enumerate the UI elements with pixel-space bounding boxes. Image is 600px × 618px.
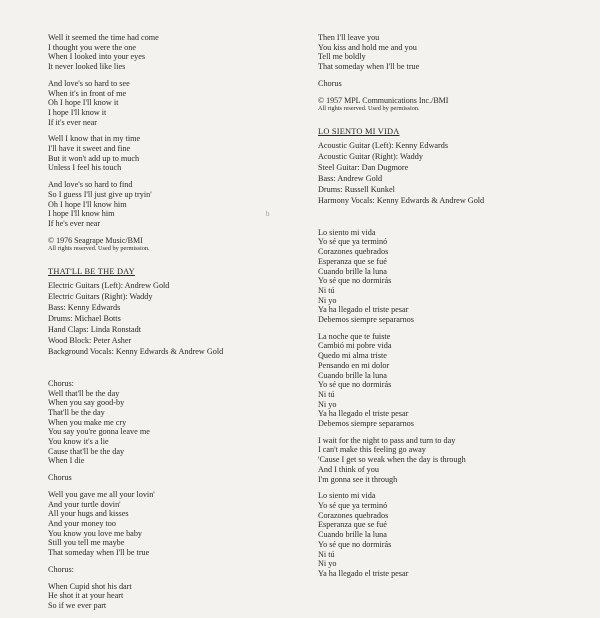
rights-line: All rights reserved. Used by permission. [48,245,150,253]
lyric-line: Cuando brille la luna [318,266,387,276]
lyric-line: Cuando brille la luna [318,370,387,380]
lyrics-block [318,33,588,89]
credit-line: Electric Guitars (Left): Andrew Gold [48,280,170,290]
credit-line: Electric Guitars (Right): Waddy [48,291,153,301]
song-title: LO SIENTO MI VIDA [318,127,400,137]
credits-list [318,140,588,206]
lyric-line: 'Cause I get so weak when the day is through [318,455,466,465]
lyric-line: Quedo mi alma triste [318,351,387,361]
stanza [318,332,588,429]
lyric-line: All your hugs and kisses [48,509,129,519]
credit-line: Acoustic Guitar (Right): Waddy [318,151,423,161]
lyric-line: Chorus: [48,378,74,388]
lyric-line: When it's in front of me [48,88,127,98]
lyric-line: But it won't add up to much [48,153,140,163]
lyric-line: Debemos siempre separarnos [318,419,414,429]
lyric-line: Corazones quebrados [318,510,389,520]
stanza [48,490,318,558]
lyric-line: I thought you were the one [48,42,136,52]
lyric-line: La noche que te fuiste [318,331,391,341]
lyric-line: And your turtle dovin' [48,499,121,509]
lyric-line: I can't make this feeling go away [318,445,426,455]
credit-line: Background Vocals: Kenny Edwards & Andrew Gold [48,346,224,356]
lyric-line: Chorus: [48,564,74,574]
lyrics-block [48,379,318,611]
lyric-line: Ni tú [318,549,335,559]
credit-line: Drums: Michael Botts [48,313,121,323]
lyric-line: Oh I hope I'll know him [48,199,127,209]
lyric-line: Yo sé que ya terminó [318,237,388,247]
lyric-line: He shot it at your heart [48,591,124,601]
lyric-line: Well that'll be the day [48,388,120,398]
copyright-line: © 1957 MPL Communications Inc./BMI [318,95,449,105]
credit-line: Harmony Vocals: Kenny Edwards & Andrew Gold [318,195,485,205]
lyric-line: Ni tú [318,285,335,295]
lyric-line: You know it's a lie [48,437,109,447]
lyric-line: Debemos siempre separarnos [318,315,414,325]
lyric-line: Tell me boldly [318,52,366,62]
copyright-line: © 1976 Seagrape Music/BMI [48,235,143,245]
lyric-line: Well it seemed the time had come [48,33,159,42]
lyric-line: I hope I'll know it [48,107,107,117]
stanza [48,582,318,611]
stanza [48,180,318,229]
lyric-line: Cuando brille la luna [318,530,387,540]
credit-line: Drums: Russell Kunkel [318,184,395,194]
center-mark: b [266,210,270,218]
lyric-line: When I looked into your eyes [48,52,146,62]
lyric-line: When I die [48,456,85,466]
lyric-line: Chorus [48,473,72,483]
stanza [48,33,318,72]
lyric-line: It never looked like lies [48,62,126,72]
lyric-line: Still you tell me maybe [48,538,125,548]
lyric-line: Ya ha llegado el triste pesar [318,305,409,315]
lyric-line: And I think of you [318,464,379,474]
lyric-line: And love's so hard to find [48,180,133,190]
lyric-line: I hope I'll know him [48,209,115,219]
stanza [318,491,588,578]
lyric-line: Then I'll leave you [318,33,380,42]
credit-line: Acoustic Guitar (Left): Kenny Edwards [318,140,449,150]
lyric-line: That'll be the day [48,407,105,417]
stanza [48,79,318,128]
lyric-line: Ni yo [318,399,337,409]
lyric-line: Oh I hope I'll know it [48,98,119,108]
credits-list [48,280,318,357]
stanza [48,134,318,173]
lyric-line: Yo sé que no dormirás [318,380,392,390]
stanza [318,33,588,72]
lyric-line: Ni tú [318,389,335,399]
lyrics-block [318,228,588,579]
lyric-line: When you say good-by [48,398,125,408]
lyric-line: Yo sé que no dormirás [318,539,392,549]
rights-line: All rights reserved. Used by permission. [318,105,420,113]
lyric-line: You kiss and hold me and you [318,42,417,52]
stanza [318,436,588,485]
lyric-line: Esperanza que se fué [318,256,387,266]
stanza [48,473,318,483]
credit-line: Bass: Kenny Edwards [48,302,121,312]
lyric-line: Well I know that in my time [48,134,141,144]
lyric-line: Yo sé que ya terminó [318,501,388,510]
lyric-line: If he's ever near [48,218,101,228]
copyright-notice [48,236,318,254]
lyric-line: And love's so hard to see [48,78,130,88]
right-column [318,33,588,586]
lyric-line: I'll have it sweet and fine [48,144,131,154]
stanza [318,228,588,325]
song-title: THAT'LL BE THE DAY [48,267,135,277]
lyrics-block [48,33,318,229]
lyric-line: When Cupid shot his dart [48,581,132,591]
lyric-line: You say you're gonna leave me [48,427,150,437]
lyric-line: Well you gave me all your lovin' [48,489,155,499]
credit-line: Hand Claps: Linda Ronstadt [48,324,142,334]
stanza [318,79,588,89]
credit-line: Steel Guitar: Dan Dugmore [318,162,409,172]
lyric-line: Corazones quebrados [318,247,389,257]
lyric-line: I'm gonna see it through [318,474,398,484]
lyric-line: Ni yo [318,559,337,569]
lyric-line: Ya ha llegado el triste pesar [318,409,409,419]
lyric-line: That someday when I'll be true [48,548,150,558]
lyric-line: Unless I feel his touch [48,163,122,173]
lyric-line: So I guess I'll just give up tryin' [48,189,152,199]
lyric-line: Cambió mi pobre vida [318,341,392,351]
lyric-line: You know you love me baby [48,528,143,538]
copyright-notice [318,96,588,114]
stanza [48,379,318,466]
lyric-line: Ni yo [318,295,337,305]
lyric-line: Esperanza que se fué [318,520,387,530]
lyric-line: Lo siento mi vida [318,227,376,237]
lyric-line: Chorus [318,78,342,88]
lyric-line: Cause that'll be the day [48,446,125,456]
lyric-line: Ya ha llegado el triste pesar [318,568,409,578]
lyric-line: So if we ever part [48,600,107,610]
stanza [48,565,318,575]
lyric-line: If it's ever near [48,117,97,127]
lyric-line: And your money too [48,519,116,528]
credit-line: Wood Block: Peter Asher [48,335,132,345]
lyric-line: Yo sé que no dormirás [318,276,392,286]
lyric-line: Pensando en mi dolor [318,360,390,370]
credit-line: Bass: Andrew Gold [318,173,383,183]
lyric-line: I wait for the night to pass and turn to day [318,435,456,445]
lyric-line: When you make me cry [48,417,127,427]
lyric-line: Lo siento mi vida [318,491,376,501]
lyric-line: That someday when I'll be true [318,62,420,72]
left-column [48,33,318,618]
